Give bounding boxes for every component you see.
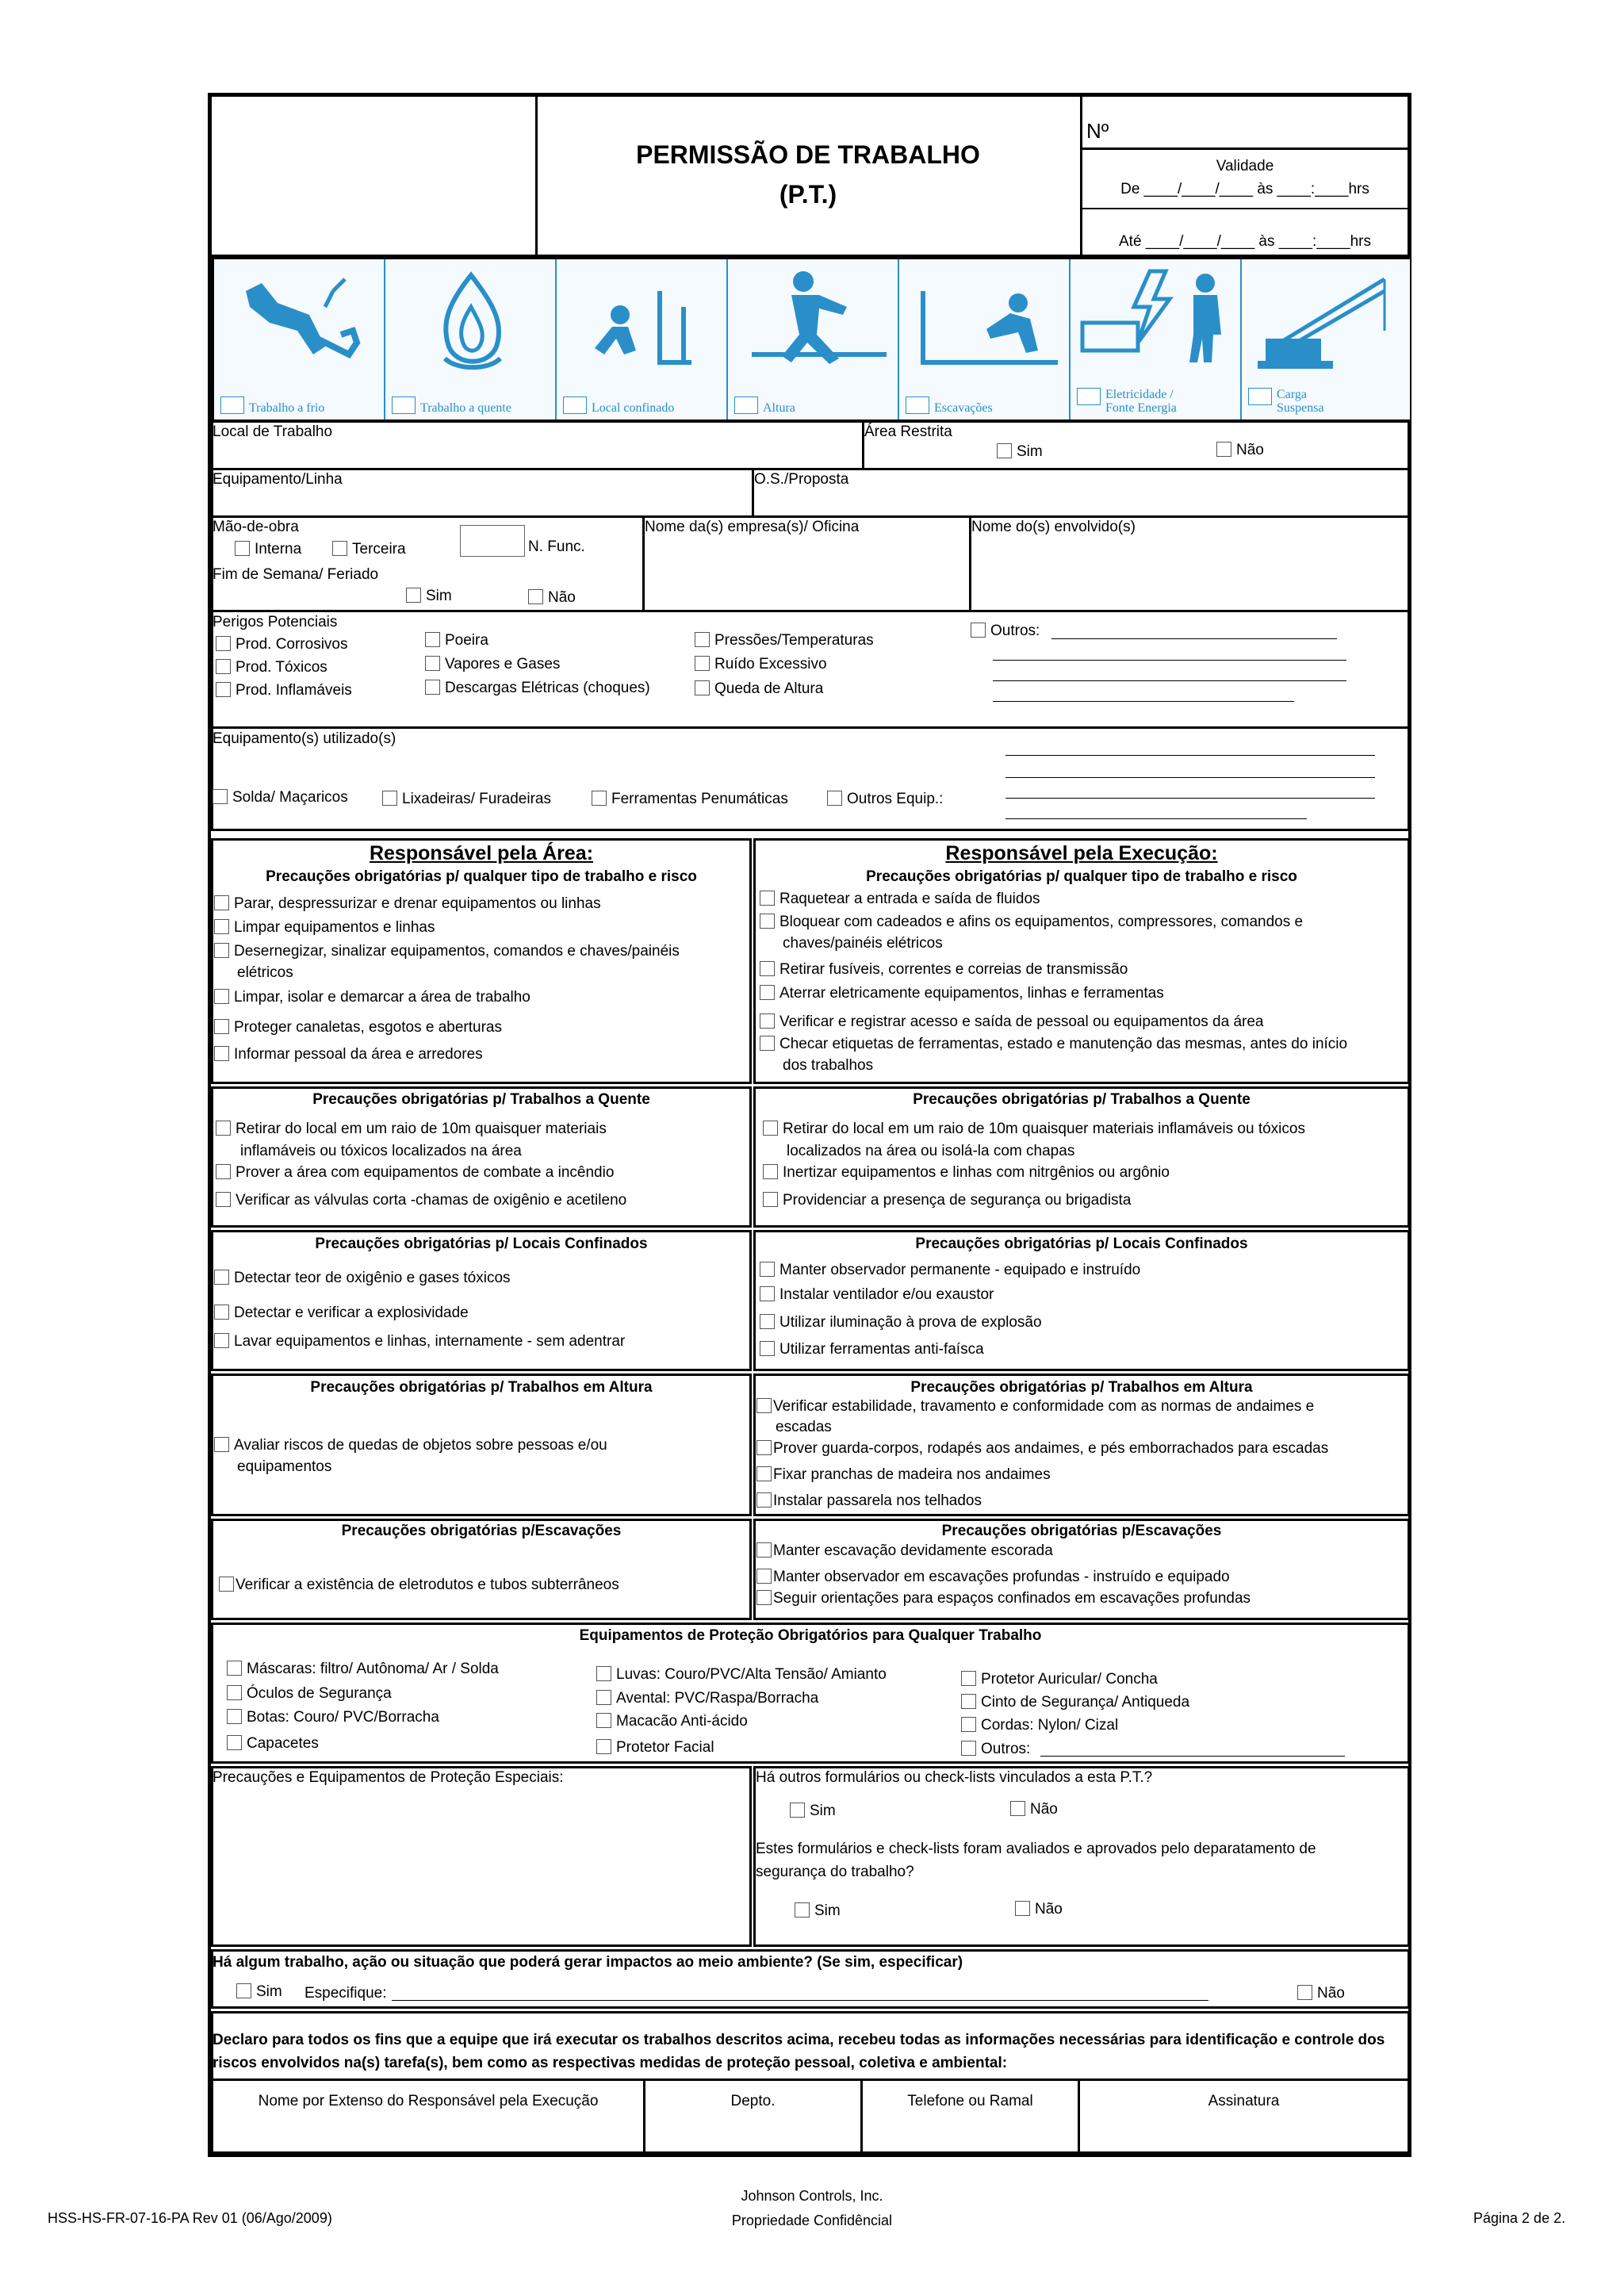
label-fim-semana-sim: Sim (426, 588, 452, 604)
checkbox-ce-3[interactable] (760, 1314, 775, 1329)
label-ae-1: Verificar estabilidade, travamento e conformidade com as normas de andaimes e (773, 1398, 1315, 1415)
label-epi-cordas: Cordas: Nylon/ Cizal (981, 1717, 1119, 1734)
title-quente-area: Precauções obrigatórias p/ Trabalhos a Quente (312, 1091, 650, 1108)
title-epi: Equipamentos de Proteção Obrigatórios para Qualquer Trabalho (579, 1627, 1042, 1644)
checkbox-epi-oculos[interactable] (227, 1685, 242, 1700)
checkbox-ra-5[interactable] (214, 1019, 229, 1034)
label-ea-1: Verificar a existência de eletrodutos e tubos subterrâneos (236, 1577, 619, 1593)
label-re-1: Raquetear a entrada e saída de fluidos (779, 891, 1040, 907)
label-formularios-q2: Estes formulários e check-lists foram avaliados e aprovados pelo deparatamento de (756, 1841, 1316, 1857)
checkbox-ee-1[interactable] (756, 1542, 772, 1557)
label-re-4: Aterrar eletricamente equipamentos, linhas e ferramentas (779, 985, 1164, 1002)
sig-telefone-cell[interactable] (860, 2079, 1080, 2154)
checkbox-confined-space[interactable] (563, 397, 587, 414)
label-ferramentas-pneumaticas: Ferramentas Penumáticas (611, 791, 788, 807)
label-poeira: Poeira (445, 632, 488, 649)
label-ra-3b: elétricos (237, 964, 293, 981)
footer-company: Johnson Controls, Inc. (741, 2188, 883, 2204)
label-re-5: Verificar e registrar acesso e saída de pessoal ou equipamentos da área (779, 1013, 1264, 1030)
label-toxicos: Prod. Tóxicos (236, 659, 327, 676)
number-cell[interactable] (1080, 94, 1410, 150)
checkbox-ambiente-nao[interactable] (1297, 1985, 1312, 2000)
title-escavacoes-area: Precauções obrigatórias p/Escavações (341, 1523, 622, 1539)
checkbox-hot-work[interactable] (392, 397, 416, 414)
checkbox-ce-2[interactable] (760, 1286, 775, 1301)
label-ra-3: Desernegizar, sinalizar equipamentos, comandos e chaves/painéis (234, 943, 680, 960)
work-type-cold[interactable] (214, 259, 385, 420)
label-nome-envolvido: Nome do(s) envolvido(s) (971, 519, 1136, 535)
label-qe-1b: localizados na área ou isolá-la com chapas (787, 1143, 1075, 1159)
checkbox-ca-3[interactable] (214, 1333, 229, 1348)
work-type-confined[interactable] (557, 259, 728, 420)
checkbox-ea-1[interactable] (219, 1577, 234, 1592)
label-lixadeiras: Lixadeiras/ Furadeiras (402, 791, 551, 807)
checkbox-qe-1[interactable] (763, 1121, 778, 1136)
checkbox-ae-4[interactable] (756, 1492, 772, 1508)
checkbox-re-5[interactable] (760, 1013, 775, 1029)
label-cold-work: Trabalho a frio (249, 401, 325, 415)
label-ra-5: Proteger canaletas, esgotos e aberturas (234, 1019, 502, 1036)
sig-assinatura-cell[interactable] (1078, 2079, 1410, 2154)
checkbox-ee-3[interactable] (756, 1590, 772, 1605)
checkbox-qa-2[interactable] (216, 1164, 231, 1179)
label-os-proposta: O.S./Proposta (754, 471, 849, 488)
checkbox-re-3[interactable] (760, 961, 775, 976)
checkbox-qe-2[interactable] (763, 1164, 778, 1179)
label-aa-1: Avaliar riscos de quedas de objetos sobre pessoas e/ou (234, 1437, 607, 1454)
label-epi-avental: Avental: PVC/Raspa/Borracha (616, 1690, 819, 1707)
label-area-nao: Não (1236, 442, 1264, 458)
label-equipamentos: Equipamento(s) utilizado(s) (213, 730, 396, 747)
line-equip-outros-3[interactable] (1005, 798, 1375, 799)
validity-label: Validade (1216, 158, 1274, 174)
label-hot-work: Trabalho a quente (420, 401, 511, 415)
excavation-icon (899, 259, 1071, 378)
confined-space-icon (557, 259, 728, 378)
checkbox-ra-3[interactable] (214, 943, 229, 958)
label-ambiente-especifique: Especifique: (304, 1985, 387, 2002)
line-ambiente-especifique[interactable] (392, 2000, 1208, 2001)
work-type-excavation[interactable] (899, 259, 1071, 420)
label-epi-mascaras: Máscaras: filtro/ Autônoma/ Ar / Solda (247, 1661, 499, 1677)
checkbox-re-6[interactable] (760, 1036, 775, 1051)
checkbox-toxicos[interactable] (216, 659, 231, 674)
label-suspended-load-l2: Suspensa (1277, 401, 1324, 415)
label-ae-2: Prover guarda-corpos, rodapés aos andaimes, e pés emborrachados para escadas (773, 1440, 1329, 1457)
checkbox-q2-nao[interactable] (1015, 1901, 1030, 1916)
label-fim-semana: Fim de Semana/ Feriado (213, 566, 379, 583)
label-ae-1b: escadas (776, 1419, 832, 1435)
label-epi-oculos: Óculos de Segurança (247, 1685, 392, 1702)
checkbox-solda[interactable] (213, 789, 228, 804)
label-ae-4: Instalar passarela nos telhados (773, 1492, 982, 1509)
label-qa-1: Retirar do local em um raio de 10m quaisquer materiais (236, 1121, 607, 1137)
checkbox-aa-1[interactable] (214, 1437, 229, 1452)
checkbox-ambiente-sim[interactable] (236, 1983, 251, 1998)
checkbox-epi-cordas[interactable] (961, 1717, 976, 1732)
label-suspended-load-l1: Carga (1277, 388, 1307, 401)
label-terceira: Terceira (352, 541, 406, 557)
title-escavacoes-exec: Precauções obrigatórias p/Escavações (941, 1523, 1222, 1539)
checkbox-fim-semana-sim[interactable] (406, 588, 421, 603)
checkbox-pressoes[interactable] (695, 632, 710, 647)
checkbox-lixadeiras[interactable] (382, 791, 397, 806)
checkbox-epi-mascaras[interactable] (227, 1661, 242, 1676)
label-re-6: Checar etiquetas de ferramentas, estado e manutenção das mesmas, antes do início (779, 1036, 1348, 1052)
label-ambiente-sim: Sim (256, 1983, 282, 2000)
label-re-6b: dos trabalhos (783, 1057, 874, 1074)
sig-depto-cell[interactable] (643, 2079, 863, 2154)
title-line-2: (P.T.) (779, 180, 837, 209)
checkbox-electricity[interactable] (1077, 388, 1101, 405)
title-line-1: PERMISSÃO DE TRABALHO (636, 140, 980, 169)
label-epi-cinto: Cinto de Segurança/ Antiqueda (981, 1694, 1190, 1711)
label-re-2: Bloquear com cadeados e afins os equipamentos, compressores, comandos e (779, 914, 1304, 930)
label-inflamaveis: Prod. Inflamáveis (236, 682, 352, 699)
label-equipamento-linha: Equipamento/Linha (213, 471, 343, 488)
checkbox-ce-4[interactable] (760, 1341, 775, 1356)
checkbox-terceira[interactable] (332, 541, 347, 556)
checkbox-fim-semana-nao[interactable] (528, 589, 543, 604)
checkbox-epi-cinto[interactable] (961, 1694, 976, 1709)
label-q2-sim: Sim (814, 1902, 841, 1919)
label-height: Altura (763, 401, 795, 415)
label-nome-empresa: Nome da(s) empresa(s)/ Oficina (645, 519, 860, 535)
label-ambiente-nao: Não (1317, 1985, 1345, 2002)
title-confinados-exec: Precauções obrigatórias p/ Locais Confinados (915, 1236, 1248, 1252)
label-ra-4: Limpar, isolar e demarcar a área de trabalho (234, 989, 530, 1006)
label-ee-3: Seguir orientações para espaços confinados em escavações profundas (773, 1590, 1251, 1607)
label-descargas: Descargas Elétricas (choques) (445, 680, 650, 696)
checkbox-area-nao[interactable] (1216, 442, 1231, 457)
subtitle-resp-exec: Precauções obrigatórias p/ qualquer tipo de trabalho e risco (866, 868, 1297, 885)
label-ae-3: Fixar pranchas de madeira nos andaimes (773, 1466, 1051, 1483)
label-ra-2: Limpar equipamentos e linhas (234, 919, 435, 936)
line-perigos-outros-4[interactable] (993, 701, 1294, 702)
label-ce-2: Instalar ventilador e/ou exaustor (779, 1286, 994, 1303)
label-n-func: N. Func. (528, 538, 585, 555)
label-epi-outros: Outros: (981, 1741, 1031, 1757)
electricity-icon (1071, 259, 1242, 378)
checkbox-qa-1[interactable] (216, 1121, 231, 1136)
validity-to[interactable]: Até ____/____/____ às ____:____hrs (1119, 233, 1371, 250)
label-re-2b: chaves/painéis elétricos (783, 935, 943, 952)
label-vapores: Vapores e Gases (445, 656, 561, 672)
work-type-height[interactable] (728, 259, 899, 420)
line-epi-outros[interactable] (1040, 1756, 1345, 1757)
checkbox-epi-outros[interactable] (961, 1741, 976, 1756)
title-quente-exec: Precauções obrigatórias p/ Trabalhos a Quente (913, 1091, 1251, 1108)
label-mao-de-obra: Mão-de-obra (213, 519, 299, 535)
label-ca-3: Lavar equipamentos e linhas, internamente - sem adentrar (234, 1333, 626, 1350)
checkbox-corrosivos[interactable] (216, 636, 231, 651)
label-epi-luvas: Luvas: Couro/PVC/Alta Tensão/ Amianto (616, 1666, 887, 1683)
checkbox-ce-1[interactable] (760, 1262, 775, 1277)
checkbox-q1-sim[interactable] (790, 1803, 805, 1818)
checkbox-ra-6[interactable] (214, 1046, 229, 1061)
checkbox-queda[interactable] (695, 680, 710, 695)
line-equip-outros-4[interactable] (1005, 818, 1307, 819)
label-q2-nao: Não (1035, 1901, 1063, 1918)
label-corrosivos: Prod. Corrosivos (236, 636, 348, 653)
footer-doc-code: HSS-HS-FR-07-16-PA Rev 01 (06/Ago/2009) (48, 2210, 332, 2226)
label-ra-6: Informar pessoal da área e arredores (234, 1046, 483, 1063)
label-ce-3: Utilizar iluminação à prova de explosão (779, 1314, 1042, 1331)
declaracao-line-1: Declaro para todos os fins que a equipe que irá executar os trabalhos descritos acima, recebeu todas as informações necessárias para identificação e controle dos (213, 2032, 1385, 2048)
checkbox-descargas[interactable] (425, 680, 440, 695)
field-os-proposta[interactable] (752, 468, 1410, 518)
label-formularios-q2b: segurança do trabalho? (756, 1864, 914, 1880)
label-perigos-outros: Outros: (990, 623, 1040, 639)
label-ruido: Ruído Excessivo (714, 656, 827, 672)
work-type-strip (211, 256, 1410, 423)
label-qe-2: Inertizar equipamentos e linhas com nitrgênios ou argônio (783, 1164, 1170, 1181)
checkbox-re-4[interactable] (760, 985, 775, 1000)
checkbox-interna[interactable] (235, 541, 250, 556)
checkbox-epi-capacetes[interactable] (227, 1735, 242, 1750)
line-perigos-outros-3[interactable] (993, 680, 1346, 681)
checkbox-re-2[interactable] (760, 914, 775, 929)
validity-divider (1080, 208, 1410, 209)
number-label: Nº (1086, 119, 1109, 143)
sig-assinatura-label: Assinatura (1208, 2093, 1280, 2109)
label-electricity-l1: Eletricidade / (1105, 388, 1174, 401)
label-queda: Queda de Altura (714, 680, 824, 697)
line-perigos-outros-1[interactable] (1051, 638, 1337, 639)
checkbox-q2-sim[interactable] (795, 1902, 810, 1918)
hot-work-flame-icon (385, 259, 557, 378)
label-epi-auricular: Protetor Auricular/ Concha (981, 1671, 1158, 1688)
label-ca-2: Detectar e verificar a explosividade (234, 1305, 469, 1321)
crane-icon (1242, 259, 1410, 378)
checkbox-ee-2[interactable] (756, 1569, 772, 1584)
label-q1-sim: Sim (810, 1803, 836, 1819)
checkbox-vapores[interactable] (425, 656, 440, 671)
subtitle-resp-area: Precauções obrigatórias p/ qualquer tipo de trabalho e risco (266, 868, 697, 885)
checkbox-suspended-load[interactable] (1248, 388, 1272, 405)
checkbox-outros-equip[interactable] (827, 791, 842, 806)
label-solda: Solda/ Maçaricos (232, 789, 348, 806)
checkbox-epi-protetor-facial[interactable] (596, 1739, 611, 1754)
work-type-hot[interactable] (385, 259, 557, 420)
label-area-sim: Sim (1017, 443, 1043, 460)
footer-page-number: Página 2 de 2. (1473, 2210, 1566, 2226)
label-ambiente-question: Há algum trabalho, ação ou situação que poderá gerar impactos ao meio ambiente? (Se sim, especificar) (213, 1954, 963, 1971)
logo-area (209, 94, 538, 257)
label-q1-nao: Não (1030, 1801, 1058, 1818)
label-precaucoes-especiais: Precauções e Equipamentos de Proteção Especiais: (213, 1769, 564, 1786)
checkbox-q1-nao[interactable] (1010, 1801, 1025, 1816)
checkbox-ruido[interactable] (695, 656, 710, 671)
label-qe-1: Retirar do local em um raio de 10m quaisquer materiais inflamáveis ou tóxicos (783, 1121, 1305, 1137)
label-ce-4: Utilizar ferramentas anti-faísca (779, 1341, 984, 1358)
line-equip-outros-2[interactable] (1005, 777, 1375, 778)
label-fim-semana-nao: Não (548, 589, 576, 606)
line-perigos-outros-2[interactable] (993, 660, 1346, 661)
checkbox-qa-3[interactable] (216, 1192, 231, 1207)
checkbox-inflamaveis[interactable] (216, 682, 231, 697)
checkbox-poeira[interactable] (425, 632, 440, 647)
sig-nome-label: Nome por Extenso do Responsável pela Execução (258, 2093, 599, 2109)
work-type-suspended-load[interactable] (1242, 259, 1410, 420)
checkbox-ae-3[interactable] (756, 1466, 772, 1481)
title-altura-area: Precauções obrigatórias p/ Trabalhos em Altura (310, 1379, 653, 1396)
checkbox-ra-4[interactable] (214, 989, 229, 1004)
title-resp-area: Responsável pela Área: (369, 842, 594, 864)
height-work-icon (728, 259, 899, 378)
label-ee-1: Manter escavação devidamente escorada (773, 1542, 1053, 1559)
checkbox-height[interactable] (734, 397, 758, 414)
label-qa-1b: inflamáveis ou tóxicos localizados na área (240, 1143, 522, 1159)
checkbox-ca-2[interactable] (214, 1305, 229, 1320)
label-confined-space: Local confinado (592, 401, 675, 415)
label-ca-1: Detectar teor de oxigênio e gases tóxicos (234, 1270, 511, 1286)
checkbox-ca-1[interactable] (214, 1270, 229, 1285)
validity-from[interactable]: De ____/____/____ às ____:____hrs (1120, 181, 1369, 197)
checkbox-epi-luvas[interactable] (596, 1666, 611, 1681)
checkbox-ra-1[interactable] (214, 895, 229, 910)
cold-work-icon (214, 259, 385, 378)
input-n-func[interactable] (460, 525, 525, 557)
label-epi-macacao: Macacão Anti-ácido (616, 1713, 748, 1730)
line-equip-outros-1[interactable] (1005, 755, 1375, 756)
footer-confidential: Propriedade Confidêncial (731, 2213, 893, 2228)
label-epi-botas: Botas: Couro/ PVC/Borracha (247, 1709, 439, 1726)
checkbox-excavation[interactable] (906, 397, 929, 414)
checkbox-area-sim[interactable] (997, 443, 1012, 458)
label-interna: Interna (255, 541, 302, 557)
title-resp-exec: Responsável pela Execução: (945, 842, 1218, 864)
label-excavation: Escavações (934, 401, 993, 415)
checkbox-epi-auricular[interactable] (961, 1671, 976, 1686)
sig-telefone-label: Telefone ou Ramal (907, 2093, 1033, 2109)
checkbox-ferramentas-pneumaticas[interactable] (592, 791, 607, 806)
work-type-electricity[interactable] (1071, 259, 1242, 420)
label-perigos: Perigos Potenciais (213, 614, 338, 630)
field-precaucoes-especiais[interactable] (211, 1766, 752, 1947)
label-epi-capacetes: Capacetes (247, 1735, 319, 1752)
sig-depto-label: Depto. (730, 2093, 776, 2109)
checkbox-epi-macacao[interactable] (596, 1713, 611, 1728)
label-re-3: Retirar fusíveis, correntes e correias de transmissão (779, 961, 1128, 978)
checkbox-qe-3[interactable] (763, 1192, 778, 1207)
label-local-trabalho: Local de Trabalho (213, 423, 333, 440)
label-qe-3: Providenciar a presença de segurança ou brigadista (783, 1192, 1132, 1209)
checkbox-ae-1[interactable] (756, 1398, 772, 1413)
label-aa-1b: equipamentos (237, 1458, 332, 1475)
label-ra-1: Parar, despressurizar e drenar equipamentos ou linhas (234, 895, 601, 912)
label-pressoes: Pressões/Temperaturas (714, 632, 874, 649)
label-area-restrita: Área Restrita (864, 423, 952, 440)
form-title (534, 135, 1082, 214)
checkbox-ae-2[interactable] (756, 1440, 772, 1455)
label-electricity-l2: Fonte Energia (1105, 401, 1177, 415)
label-qa-3: Verificar as válvulas corta -chamas de oxigênio e acetileno (236, 1192, 627, 1209)
title-altura-exec: Precauções obrigatórias p/ Trabalhos em Altura (910, 1379, 1253, 1396)
declaracao-line-2: riscos envolvidos na(s) tarefa(s), bem como as respectivas medidas de proteção pessoal, coletiva e ambiental: (213, 2055, 1008, 2071)
title-confinados-area: Precauções obrigatórias p/ Locais Confinados (315, 1236, 648, 1252)
label-epi-protetor-facial: Protetor Facial (616, 1739, 714, 1756)
label-formularios-q1: Há outros formulários ou check-lists vinculados a esta P.T.? (756, 1769, 1153, 1786)
checkbox-epi-avental[interactable] (596, 1690, 611, 1705)
checkbox-ra-2[interactable] (214, 919, 229, 934)
checkbox-epi-botas[interactable] (227, 1709, 242, 1724)
label-ee-2: Manter observador em escavações profundas - instruído e equipado (773, 1569, 1230, 1585)
checkbox-perigos-outros[interactable] (971, 623, 986, 638)
checkbox-cold-work[interactable] (220, 397, 244, 414)
label-ce-1: Manter observador permanente - equipado e instruído (779, 1262, 1141, 1278)
label-outros-equip: Outros Equip.: (847, 791, 944, 807)
sig-nome-cell[interactable] (211, 2079, 645, 2154)
label-qa-2: Prover a área com equipamentos de combate a incêndio (236, 1164, 615, 1181)
checkbox-re-1[interactable] (760, 891, 775, 906)
